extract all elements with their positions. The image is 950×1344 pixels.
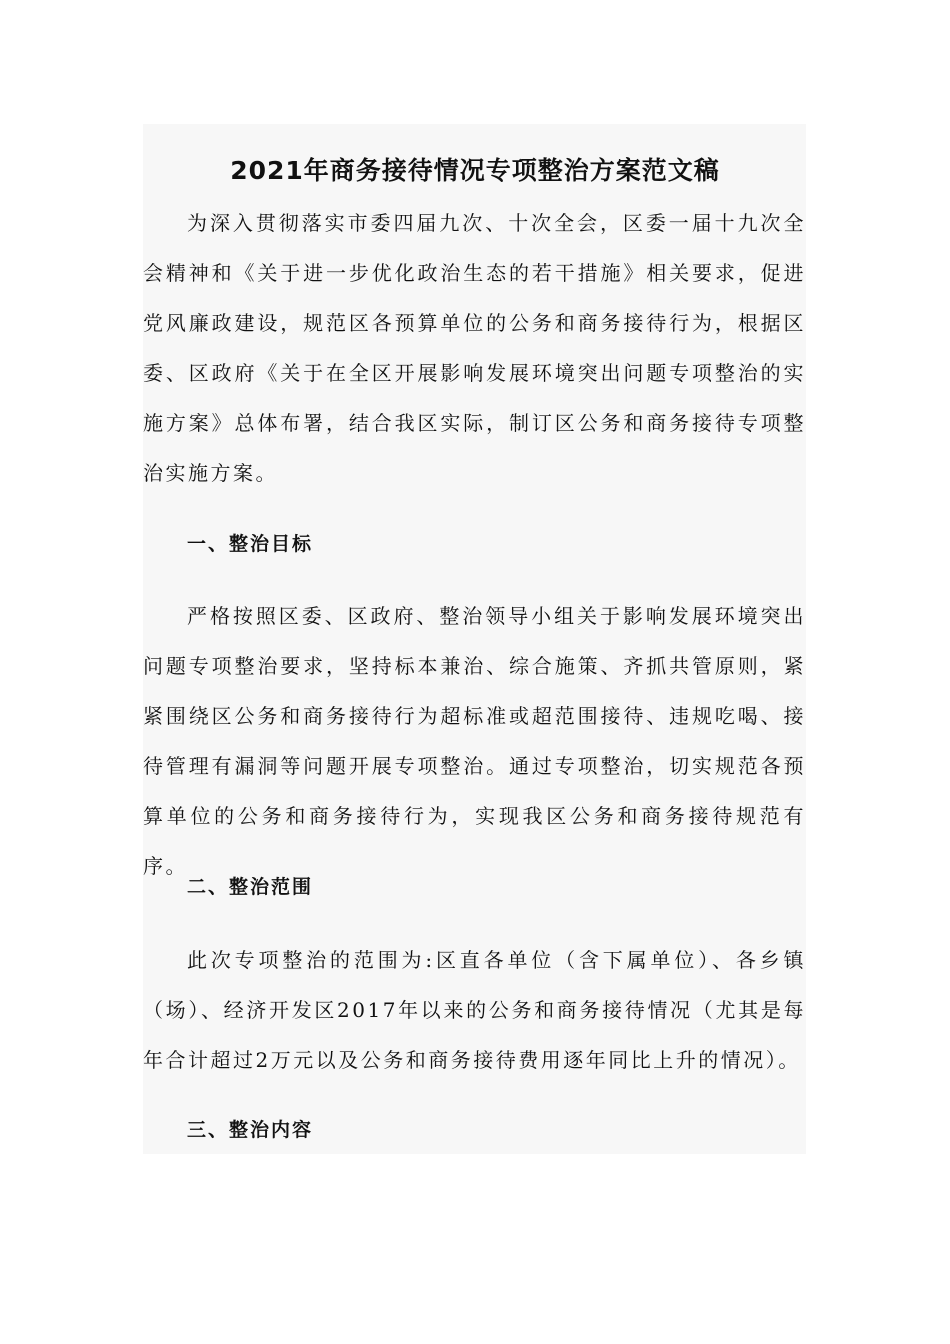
intro-paragraph: 为深入贯彻落实市委四届九次、十次全会，区委一届十九次全会精神和《关于进一步优化政治生态的若干措施》相关要求，促进党风廉政建设，规范区各预算单位的公务和商务接待行为，根据区委、区政府《关于在全区开展影响发展环境突出问题专项整治的实施方案》总体布署，结合我区实际，制订区公务和商务接待专项整治实施方案。	[143, 211, 806, 485]
section-heading-content: 三、整治内容	[187, 1119, 314, 1141]
section-body-scope: 此次专项整治的范围为:区直各单位（含下属单位）、各乡镇（场）、经济开发区2017年以来的公务和商务接待情况（尤其是每年合计超过2万元以及公务和商务接待费用逐年同比上升的情况）。	[143, 948, 806, 1072]
document-title: 2021年商务接待情况专项整治方案范文稿	[230, 155, 720, 185]
section-heading-scope: 二、整治范围	[187, 876, 314, 898]
section-body-goals: 严格按照区委、区政府、整治领导小组关于影响发展环境突出问题专项整治要求，坚持标本兼治、综合施策、齐抓共管原则，紧紧围绕区公务和商务接待行为超标准或超范围接待、违规吃喝、接待管理有漏洞等问题开展专项整治。通过专项整治，切实规范各预算单位的公务和商务接待行为，实现我区公务和商务接待规范有序。	[143, 604, 806, 878]
section-heading-goals: 一、整治目标	[187, 533, 314, 555]
